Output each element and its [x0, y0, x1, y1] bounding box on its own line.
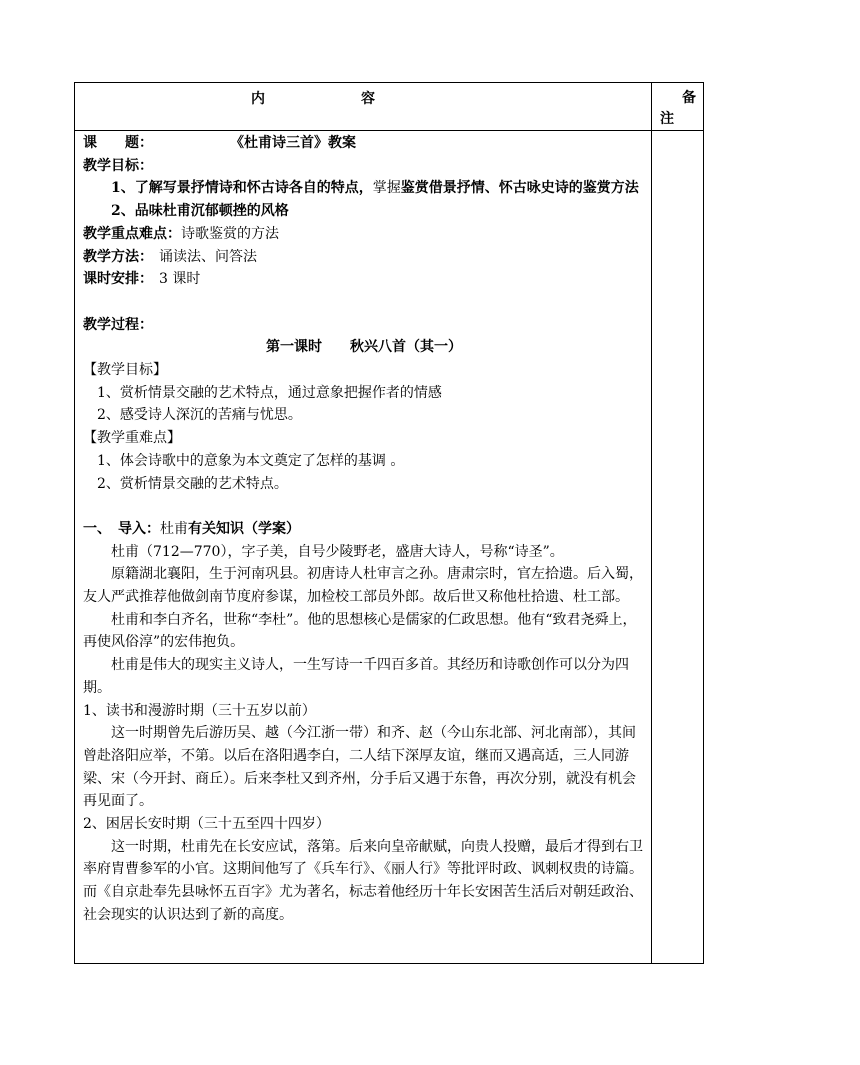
methods-line: 教学方法： 诵读法、问答法 [83, 248, 257, 265]
notes-header-char-2: 注 [660, 111, 674, 127]
section1-paragraph-2: 原籍湖北襄阳，生于河南巩县。初唐诗人杜审言之孙。唐肃宗时，官左拾遗。后入蜀，友人严武推荐他做剑南节度府参谋，加检校工部员外郎。故后世又称他杜拾遗、杜工部。 [83, 566, 643, 606]
subject-line [83, 132, 645, 155]
section1-paragraph-1: 杜甫（712—770），字子美，自号少陵野老，盛唐大诗人，号称“诗圣”。 [111, 543, 564, 560]
lesson1-focus-1: 1、体会诗歌中的意象为本文奠定了怎样的基调 。 [97, 452, 405, 469]
lesson-content [83, 132, 645, 927]
period2-title: 2、困居长安时期（三十五至四十四岁） [83, 816, 330, 833]
content-header-char-1: 内 [251, 91, 265, 107]
lesson1-goal-1: 1、赏析情景交融的艺术特点，通过意象把握作者的情感 [97, 384, 442, 401]
lesson1-goals-label: 【教学目标】 [83, 362, 167, 379]
period1-text: 这一时期曾先后游历吴、越（今江浙一带）和齐、赵（今山东北部、河北南部），其间曾赴洛阳应举，不第。以后在洛阳遇李白，二人结下深厚友谊，继而又遇高适，三人同游梁、宋（今开封、商丘）。后来李杜又到齐州，分手后又遇于东鲁，再次分别，就没有机会再见面了。 [83, 725, 636, 810]
subject-label: 课 题： [83, 135, 153, 151]
lesson1-goal-2: 2、感受诗人深沉的苦痛与忧思。 [97, 407, 302, 424]
notes-header-char-1: 备 [682, 90, 696, 106]
lesson1-focus-label: 【教学重难点】 [83, 430, 181, 447]
objectives-label: 教学目标： [83, 157, 153, 174]
header-divider [75, 130, 703, 131]
process-label: 教学过程： [83, 316, 153, 333]
section1-heading: 一、 导入：杜甫有关知识（学案） [83, 520, 300, 537]
lesson1-title: 第一课时 秋兴八首（其一） [266, 339, 462, 356]
content-header-char-2: 容 [361, 91, 375, 107]
period1-title: 1、读书和漫游时期（三十五岁以前） [83, 702, 316, 719]
section1-paragraph-3: 杜甫和李白齐名，世称“李杜”。他的思想核心是儒家的仁政思想。他有“致君尧舜上，再使风俗淳”的宏伟抱负。 [83, 611, 637, 651]
objective-1: 1、了解写景抒情诗和怀古诗各自的特点，掌握鉴赏借景抒情、怀古咏史诗的鉴赏方法 [111, 180, 639, 197]
objective-2: 2、品味杜甫沉郁顿挫的风格 [111, 203, 289, 220]
period2-text: 这一时期，杜甫先在长安应试，落第。后来向皇帝献赋，向贵人投赠，最后才得到右卫率府胄曹参军的小官。这期间他写了《兵车行》、《丽人行》等批评时政、讽刺权贵的诗篇。而《自京赴奉先县咏怀五百字》尤为著名，标志着他经历十年长安困苦生活后对朝廷政治、社会现实的认识达到了新的高度。 [83, 838, 643, 923]
key-points-line: 教学重点难点：诗歌鉴赏的方法 [83, 225, 279, 242]
lesson1-focus-2: 2、赏析情景交融的艺术特点。 [97, 475, 288, 492]
column-divider [651, 83, 652, 963]
schedule-line: 课时安排： 3 课时 [83, 271, 201, 288]
subject-title: 《杜甫诗三首》教案 [237, 135, 356, 151]
lesson-plan-table [74, 82, 704, 964]
section1-paragraph-4: 杜甫是伟大的现实主义诗人，一生写诗一千四百多首。其经历和诗歌创作可以分为四期。 [83, 657, 629, 696]
